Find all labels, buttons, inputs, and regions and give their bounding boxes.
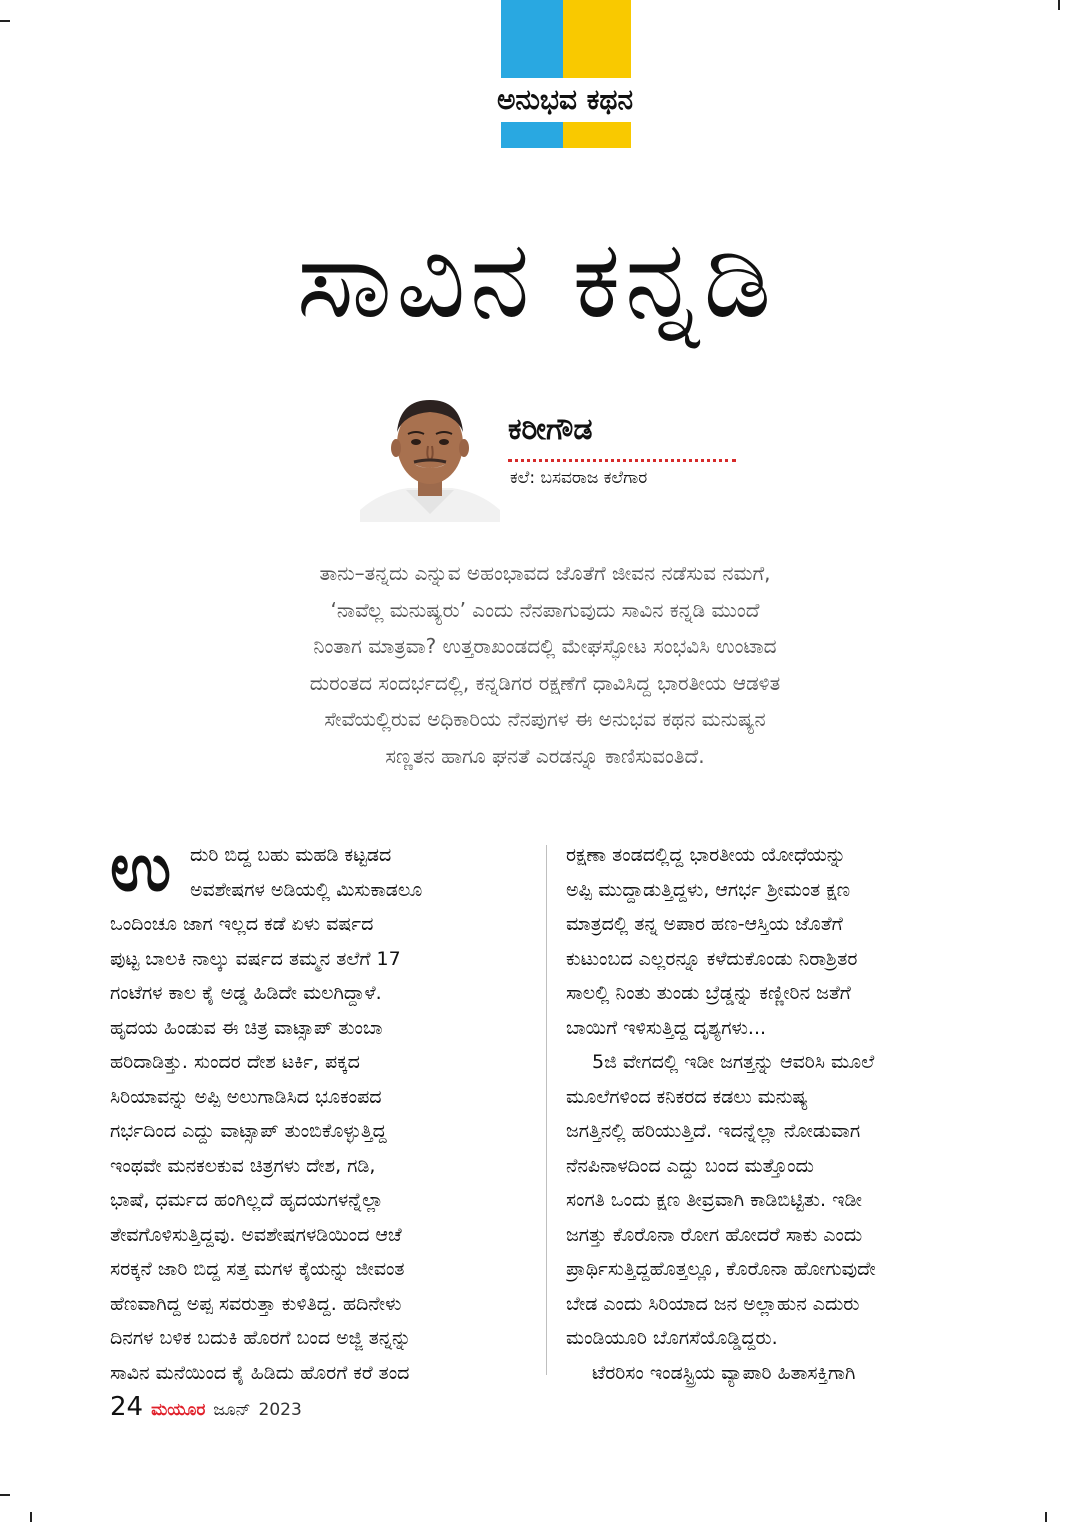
- body-line: ಭಾಷೆ, ಧರ್ಮದ ಹಂಗಿಲ್ಲದೆ ಹೃದಯಗಳನ್ನೆಲ್ಲಾ: [110, 1189, 384, 1211]
- body-line: ಕುಟುಂಬದ ಎಲ್ಲರನ್ನೂ ಕಳೆದುಕೊಂಡು ನಿರಾಶ್ರಿತರ: [566, 947, 858, 970]
- body-line: ಸಂಗತಿ ಒಂದು ಕ್ಷಣ ತೀವ್ರವಾಗಿ ಕಾಡಿಬಿಟ್ಟಿತು. ಇಡೀ: [566, 1189, 862, 1211]
- body-line: ದಿನಗಳ ಬಳಿಕ ಬದುಕಿ ಹೊರಗೆ ಬಂದ ಅಜ್ಜಿ ತನ್ನನ್ನು: [110, 1327, 412, 1349]
- body-line: ರಕ್ಷಣಾ ತಂಡದಲ್ಲಿದ್ದ ಭಾರತೀಯ ಯೋಧೆಯನ್ನು: [566, 844, 846, 866]
- author-portrait-icon: [360, 392, 500, 522]
- issue-year: 2023: [258, 1400, 302, 1420]
- body-line: ಟೆರರಿಸಂ ಇಂಡಸ್ಟ್ರಿಯ ವ್ಯಾಪಾರಿ ಹಿತಾಸಕ್ತಿಗಾಗಿ: [592, 1361, 856, 1384]
- crop-mark: [1045, 1512, 1047, 1522]
- crop-mark: [0, 1494, 10, 1496]
- body-line: ಸಿರಿಯಾವನ್ನು ಅಪ್ಪಿ ಅಲುಗಾಡಿಸಿದ ಭೂಕಂಪದ: [110, 1085, 382, 1108]
- body-line: ಪುಟ್ಟ ಬಾಲಕಿ ನಾಲ್ಕು ವರ್ಷದ ತಮ್ಮನ ತಲೆಗೆ 17: [110, 947, 401, 970]
- section-banner: [501, 0, 631, 148]
- dek-line: ದುರಂತದ ಸಂದರ್ಭದಲ್ಲಿ, ಕನ್ನಡಿಗರ ರಕ್ಷಣೆಗೆ ಧಾವಿಸಿದ್ದ ಭಾರತೀಯ ಆಡಳಿತ: [309, 670, 781, 695]
- body-line: ದುರಿ ಬಿದ್ದ ಬಹು ಮಹಡಿ ಕಟ್ಟಡದ: [190, 844, 392, 866]
- crop-mark: [30, 1512, 32, 1522]
- dek-line: ಸೇವೆಯಲ್ಲಿರುವ ಅಧಿಕಾರಿಯ ನೆನಪುಗಳ ಈ ಅನುಭವ ಕಥನ ಮನುಷ್ಯನ: [324, 707, 766, 731]
- dek-line: ನಿಂತಾಗ ಮಾತ್ರವಾ? ಉತ್ತರಾಖಂಡದಲ್ಲಿ ಮೇಘಸ್ಫೋಟ ಸಂಭವಿಸಿ ಉಂಟಾದ: [313, 634, 777, 658]
- body-line: ಗಂಟೆಗಳ ಕಾಲ ಕೈ ಅಡ್ಡ ಹಿಡಿದೇ ಮಲಗಿದ್ದಾಳೆ.: [110, 982, 382, 1004]
- body-line: ಅಪ್ಪಿ ಮುದ್ದಾಡುತ್ತಿದ್ದಳು, ಆಗರ್ಭ ಶ್ರೀಮಂತ ಕ್ಷಣ: [566, 878, 851, 901]
- article-dek: [200, 555, 890, 774]
- body-line: ಸರಕ್ಕನೆ ಜಾರಿ ಬಿದ್ದ ಸತ್ತ ಮಗಳ ಕೈಯನ್ನು ಜೀವಂತ: [110, 1258, 405, 1280]
- banner-yellow-block: [563, 0, 631, 148]
- body-line: ಹೆಣವಾಗಿದ್ದ ಅಪ್ಪ ಸವರುತ್ತಾ ಕುಳಿತಿದ್ದ. ಹದಿನೇಳು: [110, 1292, 402, 1315]
- body-line: ಒಂದಿಂಚೂ ಜಾಗ ಇಲ್ಲದ ಕಡೆ ಏಳು ವರ್ಷದ: [110, 913, 374, 935]
- body-column-left: [110, 829, 535, 1390]
- body-column-right: [566, 838, 991, 1390]
- body-line: ಹರಿದಾಡಿತ್ತು. ಸುಂದರ ದೇಶ ಟರ್ಕಿ, ಪಕ್ಕದ: [110, 1051, 360, 1073]
- body-line: ಸಾವಿನ ಮನೆಯಿಂದ ಕೈ ಹಿಡಿದು ಹೊರಗೆ ಕರೆ ತಂದ: [110, 1361, 410, 1384]
- crop-mark: [0, 20, 10, 22]
- article-headline: ಸಾವಿನ ಕನ್ನಡಿ: [296, 217, 776, 342]
- body-line: ಮಂಡಿಯೂರಿ ಬೊಗಸೆಯೊಡ್ಡಿದ್ದರು.: [566, 1327, 778, 1349]
- body-line: ಪ್ರಾರ್ಥಿಸುತ್ತಿದ್ದಹೊತ್ತಲ್ಲೂ, ಕೊರೊನಾ ಹೋಗುವುದೇ: [566, 1258, 876, 1280]
- issue-month: ಜೂನ್: [213, 1400, 251, 1420]
- author-name: ಕರೀಗೌಡ: [508, 412, 593, 447]
- body-line: ಇಂಥವೇ ಮನಕಲಕುವ ಚಿತ್ರಗಳು ದೇಶ, ಗಡಿ,: [110, 1154, 376, 1177]
- illustrator-credit: ಕಲೆ: ಬಸವರಾಜ ಕಲೆಗಾರ: [510, 468, 648, 488]
- section-label: ಅನುಭವ ಕಥನ: [455, 78, 675, 122]
- banner-blue-block: [501, 0, 563, 148]
- dek-line: ‘ನಾವೆಲ್ಲ ಮನುಷ್ಯರು’ ಎಂದು ನೆನಪಾಗುವುದು ಸಾವಿನ ಕನ್ನಡಿ ಮುಂದೆ: [330, 597, 760, 622]
- page-footer: [110, 1392, 302, 1426]
- column-divider: [546, 845, 547, 1375]
- magazine-name: ಮಯೂರ: [151, 1400, 206, 1420]
- body-line: ಅವಶೇಷಗಳ ಅಡಿಯಲ್ಲಿ ಮಿಸುಕಾಡಲೂ: [190, 878, 423, 901]
- dek-line: ತಾನು–ತನ್ನದು ಎನ್ನುವ ಅಹಂಭಾವದ ಜೊತೆಗೆ ಜೀವನ ನಡೆಸುವ ನಮಗೆ,: [319, 561, 771, 585]
- body-line: ಮಾತ್ರದಲ್ಲಿ ತನ್ನ ಅಪಾರ ಹಣ-ಆಸ್ತಿಯ ಜೊತೆಗೆ: [566, 913, 843, 935]
- body-line: ಬೇಡ ಎಂದು ಸಿರಿಯಾದ ಜನ ಅಲ್ಲಾಹುನ ಎದುರು: [566, 1292, 860, 1315]
- drop-cap: ಉ: [110, 829, 172, 906]
- body-line: 5ಜಿ ವೇಗದಲ್ಲಿ ಇಡೀ ಜಗತ್ತನ್ನು ಆವರಿಸಿ ಮೂಲೆ: [592, 1051, 875, 1073]
- body-line: ತೇವಗೊಳಿಸುತ್ತಿದ್ದವು. ಅವಶೇಷಗಳಡಿಯಿಂದ ಆಚೆ: [110, 1223, 402, 1246]
- dek-line: ಸಣ್ಣತನ ಹಾಗೂ ಘನತೆ ಎರಡನ್ನೂ ಕಾಣಿಸುವಂತಿದೆ.: [385, 743, 705, 768]
- body-line: ಗರ್ಭದಿಂದ ಎದ್ದು ವಾಟ್ಸಾಪ್ ತುಂಬಿಕೊಳ್ಳುತ್ತಿದ್ದ: [110, 1120, 387, 1142]
- author-photo: [360, 392, 500, 522]
- crop-mark: [1058, 0, 1060, 10]
- body-line: ಜಗತ್ತು ಕೊರೊನಾ ರೋಗ ಹೋದರೆ ಸಾಕು ಎಂದು: [566, 1223, 863, 1246]
- body-line: ಮೂಲೆಗಳಿಂದ ಕನಿಕರದ ಕಡಲು ಮನುಷ್ಯ: [566, 1085, 808, 1108]
- body-line: ಬಾಯಿಗೆ ಇಳಿಸುತ್ತಿದ್ದ ದೃಶ್ಯಗಳು...: [566, 1016, 767, 1039]
- body-line: ಹೃದಯ ಹಿಂಡುವ ಈ ಚಿತ್ರ ವಾಟ್ಸಾಪ್ ತುಂಬಾ: [110, 1016, 383, 1039]
- body-line: ಜಗತ್ತಿನಲ್ಲಿ ಹರಿಯುತ್ತಿದೆ. ಇದನ್ನೆಲ್ಲಾ ನೋಡುವಾಗ: [566, 1120, 861, 1142]
- author-divider: [508, 459, 736, 462]
- page-number: 24: [110, 1392, 144, 1422]
- body-line: ಸಾಲಲ್ಲಿ ನಿಂತು ತುಂಡು ಬ್ರೆಡ್ಡನ್ನು ಕಣ್ಣೀರಿನ ಜತೆಗೆ: [566, 982, 851, 1004]
- body-line: ನೆನಪಿನಾಳದಿಂದ ಎದ್ದು ಬಂದ ಮತ್ತೊಂದು: [566, 1154, 814, 1177]
